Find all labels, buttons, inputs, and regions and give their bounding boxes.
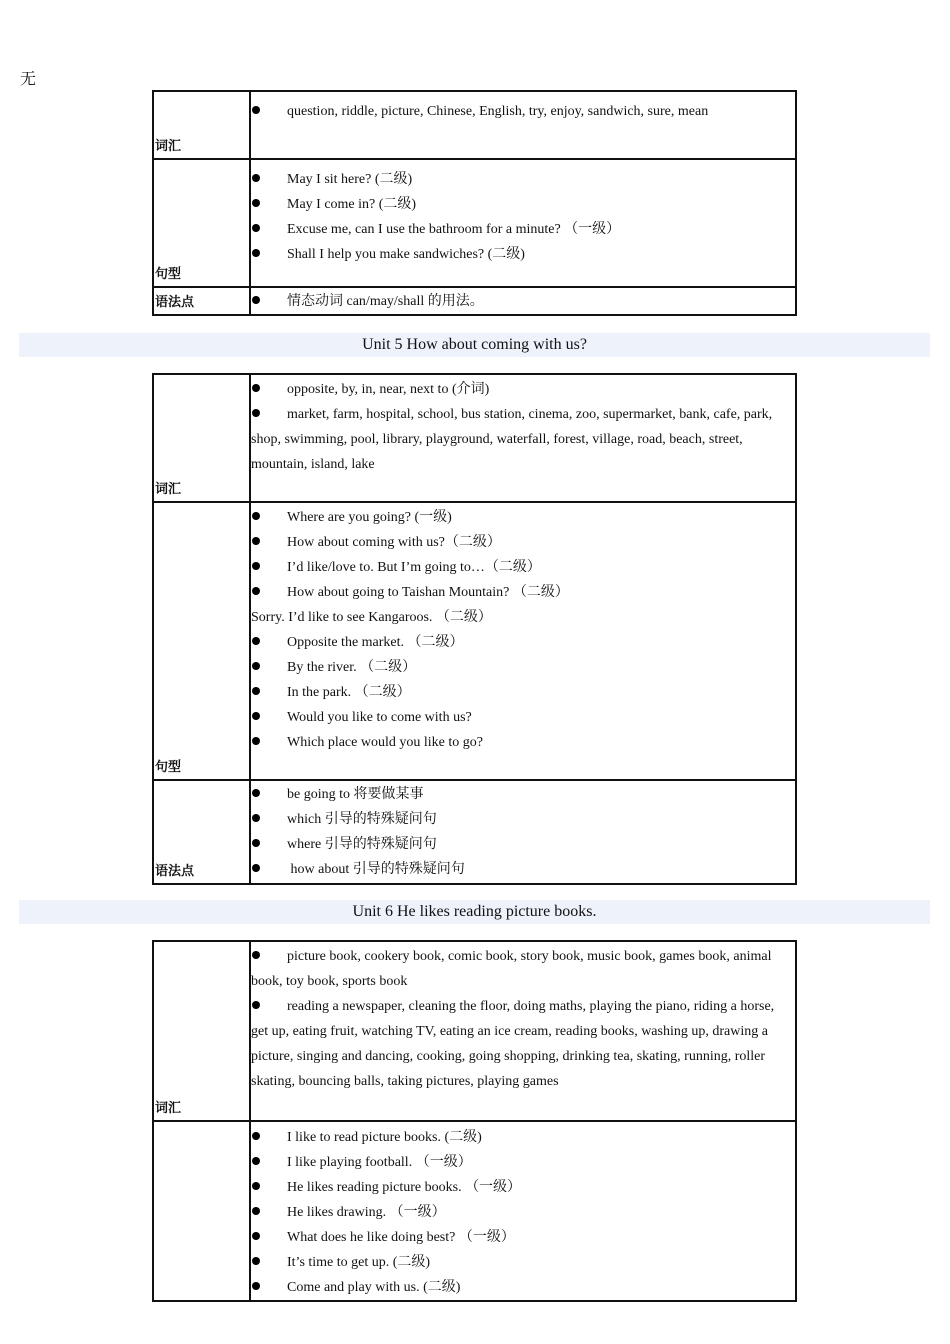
- grammar-row: [153, 780, 796, 884]
- sentence-item: In the park. （二级）: [251, 680, 795, 705]
- grammar-label: 语法点: [153, 780, 250, 884]
- vocab-item: picture book, cookery book, comic book, story book, music book, games book, animal book, toy book, sports book: [251, 944, 795, 994]
- bullet-icon: [251, 1250, 287, 1275]
- top-text: 无: [20, 71, 37, 88]
- sentence-item: I like to read picture books. (二级): [251, 1125, 795, 1150]
- sentence-item: How about coming with us?（二级）: [251, 530, 795, 555]
- bullet-icon: [251, 1225, 287, 1250]
- sentence-item: May I come in? (二级): [251, 192, 795, 217]
- bullet-icon: [251, 242, 287, 267]
- bullet-icon: [251, 680, 287, 705]
- sentence-label: 句型: [153, 159, 250, 287]
- bullet-icon: [251, 580, 287, 605]
- bullet-icon: [251, 99, 287, 124]
- sentence-item: Come and play with us. (二级): [251, 1275, 795, 1300]
- vocab-content: [250, 374, 796, 502]
- sentence-item: How about going to Taishan Mountain? （二级）: [251, 580, 795, 605]
- sentence-content: [250, 159, 796, 287]
- grammar-item: be going to 将要做某事: [251, 782, 795, 807]
- bullet-icon: [251, 289, 287, 314]
- sentence-item: Where are you going? (一级): [251, 505, 795, 530]
- bullet-icon: [251, 530, 287, 555]
- bullet-icon: [251, 555, 287, 580]
- bullet-icon: [251, 705, 287, 730]
- bullet-icon: [251, 832, 287, 857]
- bullet-icon: [251, 1275, 287, 1300]
- vocab-item: reading a newspaper, cleaning the floor, doing maths, playing the piano, riding a horse, get up, eating fruit, watching TV, eating an ice cream, reading books, washing up, drawing a picture, singing and dancing, cooking, going shopping, drinking tea, skating, running, roller skating, bouncing balls, taking pictures, playing games: [251, 994, 795, 1094]
- grammar-item: which 引导的特殊疑问句: [251, 807, 795, 832]
- bullet-icon: [251, 630, 287, 655]
- unit6-title: Unit 6 He likes reading picture books.: [19, 900, 930, 924]
- bullet-icon: [251, 167, 287, 192]
- sentence-item: I like playing football. （一级）: [251, 1150, 795, 1175]
- bullet-icon: [251, 807, 287, 832]
- sentence-item: Sorry. I’d like to see Kangaroos. （二级）: [251, 610, 492, 625]
- bullet-icon: [251, 782, 287, 807]
- bullet-icon: [251, 192, 287, 217]
- unit5-title: Unit 5 How about coming with us?: [19, 333, 930, 357]
- vocab-item: opposite, by, in, near, next to (介词): [251, 377, 795, 402]
- sentence-item: He likes drawing. （一级）: [251, 1200, 795, 1225]
- bullet-icon: [251, 944, 287, 969]
- grammar-content: [250, 287, 796, 315]
- grammar-item: how about 引导的特殊疑问句: [251, 857, 795, 882]
- sentence-label: [153, 1121, 250, 1301]
- bullet-icon: [251, 377, 287, 402]
- sentence-item: Excuse me, can I use the bathroom for a minute? （一级）: [251, 217, 795, 242]
- sentence-row: [153, 502, 796, 780]
- sentence-row: [153, 159, 796, 287]
- bullet-icon: [251, 402, 287, 427]
- grammar-row: [153, 287, 796, 315]
- syllabus-table-unit4: [152, 90, 797, 316]
- sentence-item: Shall I help you make sandwiches? (二级): [251, 242, 795, 267]
- grammar-content: [250, 780, 796, 884]
- sentence-label: 句型: [153, 502, 250, 780]
- bullet-icon: [251, 655, 287, 680]
- sentence-content: [250, 502, 796, 780]
- bullet-icon: [251, 217, 287, 242]
- bullet-icon: [251, 1175, 287, 1200]
- sentence-item: Which place would you like to go?: [251, 730, 795, 755]
- vocab-row: [153, 374, 796, 502]
- sentence-item: Would you like to come with us?: [251, 705, 795, 730]
- vocab-item: market, farm, hospital, school, bus station, cinema, zoo, supermarket, bank, cafe, park, shop, swimming, pool, library, playground, waterfall, forest, village, road, beach, street, mountain, island, lake: [251, 402, 795, 477]
- bullet-icon: [251, 857, 287, 882]
- vocab-label: 词汇: [153, 374, 250, 502]
- bullet-icon: [251, 1150, 287, 1175]
- bullet-icon: [251, 994, 287, 1019]
- sentence-content: [250, 1121, 796, 1301]
- sentence-item: He likes reading picture books. （一级）: [251, 1175, 795, 1200]
- sentence-item: I’d like/love to. But I’m going to…（二级）: [251, 555, 795, 580]
- vocab-label: 词汇: [153, 941, 250, 1121]
- grammar-item: where 引导的特殊疑问句: [251, 832, 795, 857]
- syllabus-table-unit6: [152, 940, 797, 1302]
- sentence-row: [153, 1121, 796, 1301]
- vocab-item: question, riddle, picture, Chinese, English, try, enjoy, sandwich, sure, mean: [251, 99, 795, 124]
- bullet-icon: [251, 505, 287, 530]
- sentence-item: By the river. （二级）: [251, 655, 795, 680]
- grammar-item: 情态动词 can/may/shall 的用法。: [251, 289, 795, 314]
- vocab-label: 词汇: [153, 91, 250, 159]
- sentence-item: What does he like doing best? （一级）: [251, 1225, 795, 1250]
- grammar-label: 语法点: [153, 287, 250, 315]
- sentence-item: Opposite the market. （二级）: [251, 630, 795, 655]
- vocab-content: [250, 941, 796, 1121]
- bullet-icon: [251, 1125, 287, 1150]
- vocab-content: [250, 91, 796, 159]
- bullet-icon: [251, 1200, 287, 1225]
- vocab-row: [153, 91, 796, 159]
- bullet-icon: [251, 730, 287, 755]
- syllabus-table-unit5: [152, 373, 797, 885]
- sentence-item: May I sit here? (二级): [251, 167, 795, 192]
- sentence-item: It’s time to get up. (二级): [251, 1250, 795, 1275]
- vocab-row: [153, 941, 796, 1121]
